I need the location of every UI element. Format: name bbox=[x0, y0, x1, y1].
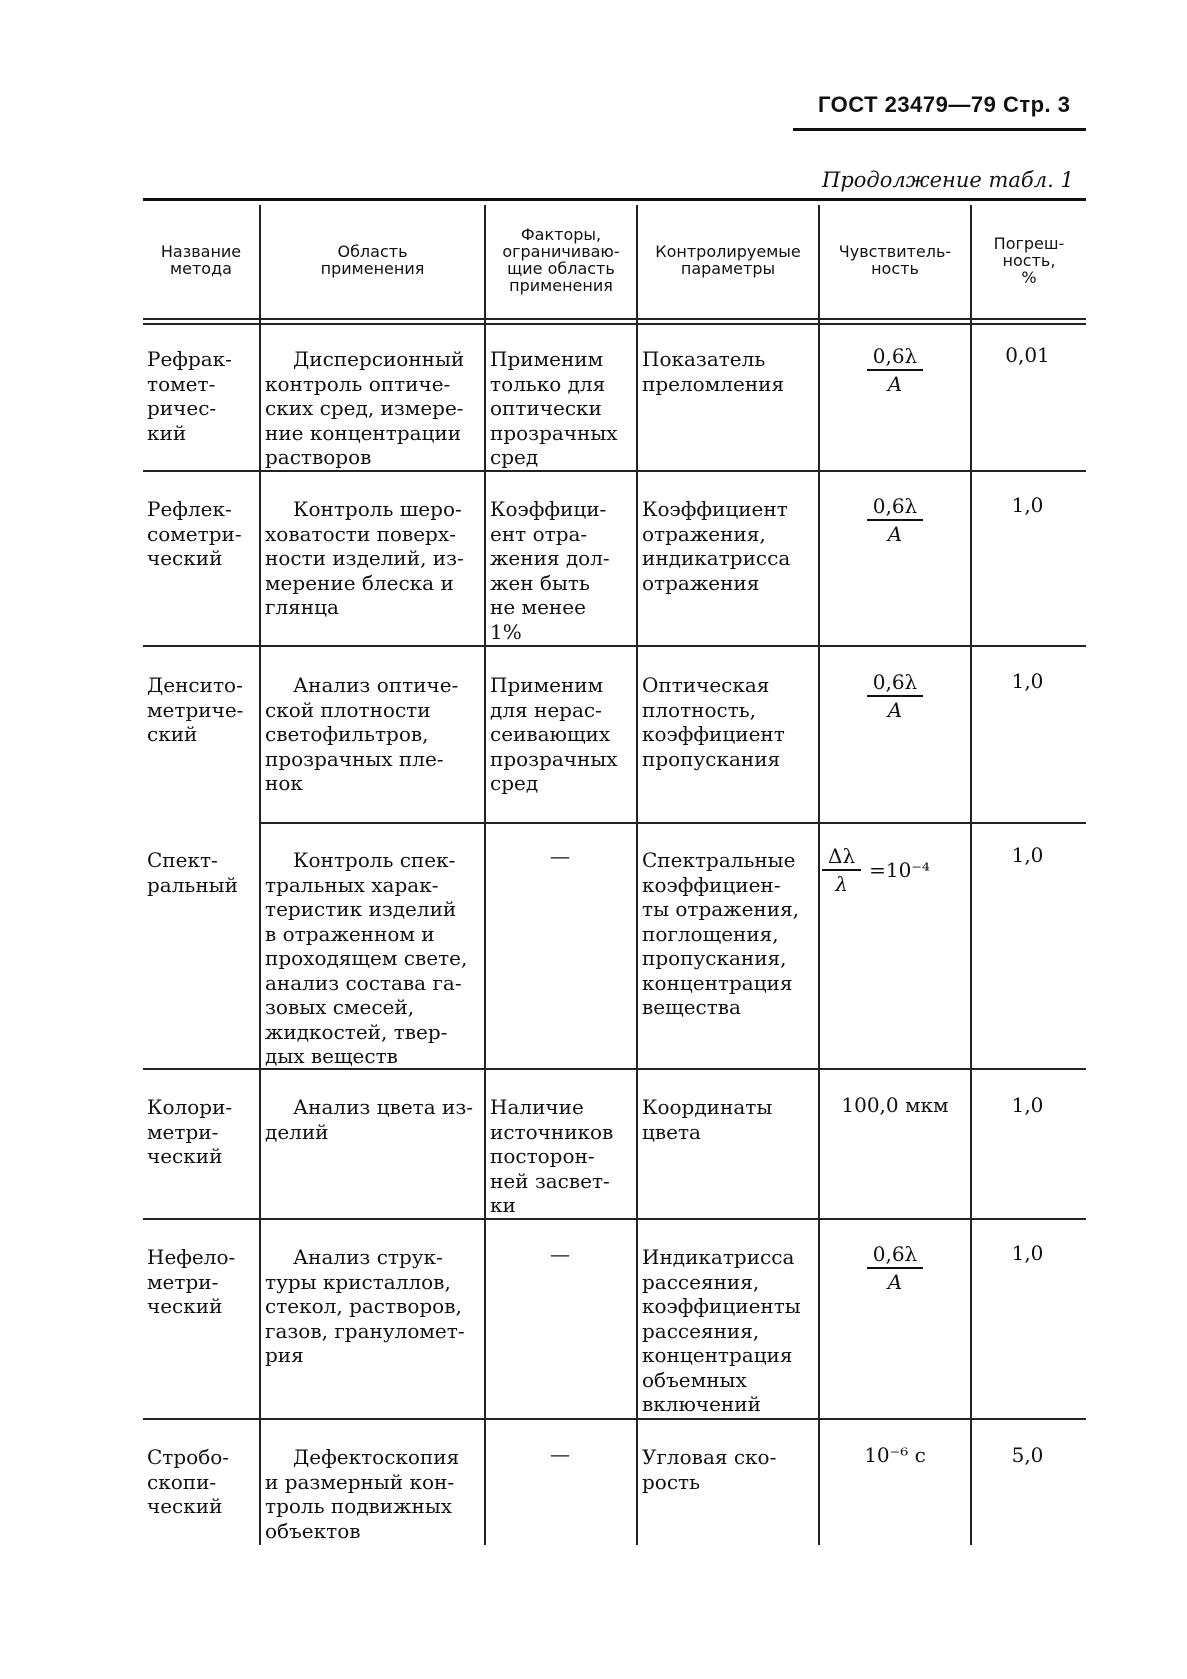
row-rule bbox=[261, 1218, 1086, 1220]
sensitivity-exponent: =10⁻⁴ bbox=[869, 857, 930, 882]
application-area: Дефектоскопия и размерный кон- троль подвижных объектов bbox=[265, 1445, 460, 1543]
controlled-parameters: Индикатрисса рассеяния, коэффициенты рассеяния, концентрация объемных включений bbox=[642, 1245, 801, 1416]
method-name: Нефело- метри- ческий bbox=[147, 1245, 236, 1318]
header-double-rule bbox=[143, 318, 1086, 320]
sensitivity: $\frac{0,6\lambda}{A}$ bbox=[820, 1241, 970, 1295]
error-value: 1,0 bbox=[1011, 843, 1044, 867]
limiting-factors: Наличие источников посторон- ней засвет- ки bbox=[490, 1095, 614, 1217]
header-double-rule bbox=[143, 323, 1086, 325]
limiting-factors: Применим только для оптически прозрачных сред bbox=[490, 347, 618, 469]
row-rule bbox=[261, 645, 1086, 647]
controlled-parameters: Оптическая плотность, коэффициент пропускания bbox=[642, 673, 785, 771]
sensitivity: $\frac{0,6\lambda}{A}$ bbox=[820, 669, 970, 723]
limiting-factors: Коэффици- ент отра- жения дол- жен быть не менее 1% bbox=[490, 497, 610, 644]
method-name: Колори- метри- ческий bbox=[147, 1095, 233, 1168]
row-rule bbox=[261, 470, 1086, 472]
column-header-params: Контролируемые параметры bbox=[655, 242, 801, 278]
row-rule bbox=[143, 1068, 259, 1070]
column-divider bbox=[818, 205, 820, 1545]
column-header-sensitivity: Чувствитель- ность bbox=[838, 242, 952, 278]
method-name: Рефрак- томет- ричес- кий bbox=[147, 347, 232, 445]
limiting-factors: — bbox=[550, 1242, 570, 1266]
table-top-rule bbox=[143, 198, 1086, 201]
application-area: Анализ оптиче- ской плотности светофильтров, прозрачных пле- нок bbox=[265, 673, 459, 795]
sensitivity: 10⁻⁶ с bbox=[864, 1443, 926, 1467]
column-header-factors: Факторы, ограничиваю- щие область применения bbox=[502, 225, 620, 295]
error-value: 1,0 bbox=[1011, 669, 1044, 693]
method-name: Спект- ральный bbox=[147, 848, 238, 897]
controlled-parameters: Коэффициент отражения, индикатрисса отражения bbox=[642, 497, 791, 595]
column-header-area: Область применения bbox=[320, 242, 425, 278]
column-header-method: Название метода bbox=[160, 242, 242, 278]
method-name: Стробо- скопи- ческий bbox=[147, 1445, 230, 1518]
row-rule bbox=[143, 1418, 259, 1420]
sensitivity: $\frac{0,6\lambda}{A}$ bbox=[820, 343, 970, 397]
controlled-parameters: Показатель преломления bbox=[642, 347, 785, 396]
application-area: Контроль шеро- ховатости поверх- ности изделий, из- мерение блеска и глянца bbox=[265, 497, 464, 619]
controlled-parameters: Координаты цвета bbox=[642, 1095, 773, 1144]
row-rule bbox=[143, 1218, 259, 1220]
sensitivity: 100,0 мкм bbox=[841, 1093, 949, 1117]
sensitivity: $\frac{\Delta\lambda}{\lambda}$ =10⁻⁴ bbox=[822, 843, 972, 897]
row-rule bbox=[143, 470, 259, 472]
header-rule bbox=[793, 128, 1086, 131]
column-header-error: Погреш- ность, % bbox=[993, 233, 1065, 287]
row-rule bbox=[261, 822, 1086, 824]
column-divider bbox=[636, 205, 638, 1545]
method-name: Рефлек- сометри- ческий bbox=[147, 497, 242, 570]
column-divider bbox=[484, 205, 486, 1545]
application-area: Анализ цвета из- делий bbox=[265, 1095, 473, 1144]
application-area: Дисперсионный контроль оптиче- ских сред, измере- ние концентрации растворов bbox=[265, 347, 465, 469]
table-continuation-label: Продолжение табл. 1 bbox=[822, 168, 1074, 192]
error-value: 5,0 bbox=[1011, 1443, 1044, 1467]
row-rule bbox=[261, 1418, 1086, 1420]
method-name: Денсито- метриче- ский bbox=[147, 673, 244, 746]
error-value: 0,01 bbox=[1005, 343, 1050, 367]
limiting-factors: — bbox=[550, 1442, 570, 1466]
page-header-code: ГОСТ 23479—79 Стр. 3 bbox=[818, 92, 1071, 117]
column-divider bbox=[259, 205, 261, 1545]
application-area: Контроль спек- тральных харак- теристик изделий в отраженном и проходящем свете, анализ состава га- зовых смесей, жидкостей, твер- дых веществ bbox=[265, 848, 468, 1068]
error-value: 1,0 bbox=[1011, 1093, 1044, 1117]
row-rule bbox=[261, 1068, 1086, 1070]
controlled-parameters: Угловая ско- рость bbox=[642, 1445, 777, 1494]
row-rule bbox=[143, 645, 259, 647]
limiting-factors: — bbox=[550, 844, 570, 868]
application-area: Анализ струк- туры кристаллов, стекол, растворов, газов, грануломет- рия bbox=[265, 1245, 465, 1367]
error-value: 1,0 bbox=[1011, 1241, 1044, 1265]
limiting-factors: Применим для нерас- сеивающих прозрачных сред bbox=[490, 673, 618, 795]
error-value: 1,0 bbox=[1011, 493, 1044, 517]
sensitivity: $\frac{0,6\lambda}{A}$ bbox=[820, 493, 970, 547]
controlled-parameters: Спектральные коэффициен- ты отражения, поглощения, пропускания, концентрация вещества bbox=[642, 848, 800, 1019]
